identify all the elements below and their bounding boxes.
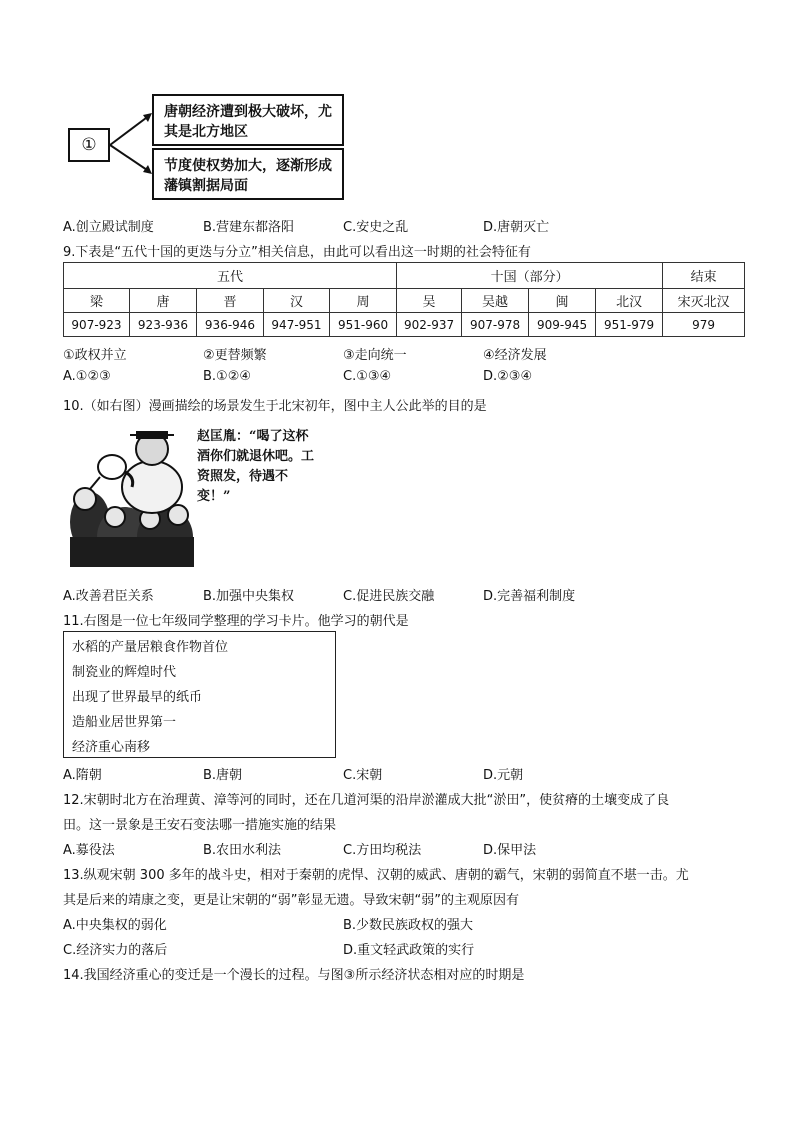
q8-option-a[interactable]: A.创立殿试制度 [63, 220, 154, 235]
table-cell-name: 梁 [64, 289, 130, 313]
five-dynasties-table [63, 262, 745, 337]
q14-stem: 14.我国经济重心的变迁是一个漫长的过程。与图③所示经济状态相对应的时期是 [63, 968, 525, 983]
cartoon-caption: 赵匡胤：“喝了这杯酒你们就退休吧。工资照发，待遇不变！” [197, 429, 315, 504]
q11-option-a[interactable]: A.隋朝 [63, 768, 102, 783]
q10-option-a[interactable]: A.改善君臣关系 [63, 589, 154, 604]
arrow-up-line [110, 115, 150, 145]
study-card-line: 出现了世界最早的纸币 [72, 690, 203, 705]
table-cell-years: 947-951 [264, 313, 330, 337]
table-cell-name: 周 [330, 289, 397, 313]
table-cell-years: 909-945 [529, 313, 596, 337]
table-cell-years: 923-936 [130, 313, 197, 337]
table-cell-name: 汉 [264, 289, 330, 313]
q9-item-1: ①政权并立 [63, 348, 127, 363]
q11-option-c[interactable]: C.宋朝 [343, 768, 383, 783]
study-card-line: 造船业居世界第一 [72, 715, 177, 730]
q8-option-b[interactable]: B.营建东都洛阳 [203, 220, 295, 235]
q10-option-c[interactable]: C.促进民族交融 [343, 589, 435, 604]
study-card [63, 631, 336, 758]
q9-option-d[interactable]: D.②③④ [483, 369, 533, 384]
arrow-down-head [143, 165, 152, 174]
q12-option-b[interactable]: B.农田水利法 [203, 843, 282, 858]
arrow-up-head [143, 113, 152, 122]
q12-stem-line-1: 12.宋朝时北方在治理黄、漳等河的同时，还在几道河渠的沿岸淤灌成大批“淤田”，使贫瘠的土壤变成了良 [63, 793, 670, 808]
q9-stem: 9.下表是“五代十国的更迭与分立”相关信息，由此可以看出这一时期的社会特征有 [63, 245, 531, 260]
study-card-line: 水稻的产量居粮食作物首位 [72, 640, 229, 655]
table-header-end: 结束 [663, 263, 745, 289]
table-cell-name: 北汉 [596, 289, 663, 313]
q10-option-b[interactable]: B.加强中央集权 [203, 589, 295, 604]
q9-option-b[interactable]: B.①②④ [203, 369, 252, 384]
q9-item-4: ④经济发展 [483, 348, 547, 363]
table-cell-name: 闽 [529, 289, 596, 313]
q9-item-3: ③走向统一 [343, 348, 407, 363]
q8-option-c[interactable]: C.安史之乱 [343, 220, 409, 235]
diagram-source-box [68, 128, 110, 162]
circle-number-label: ① [81, 135, 97, 155]
q13-option-a[interactable]: A.中央集权的弱化 [63, 918, 167, 933]
table-cell-name: 吴越 [462, 289, 529, 313]
q12-option-d[interactable]: D.保甲法 [483, 843, 537, 858]
q12-stem-line-2: 田。这一景象是王安石变法哪一措施实施的结果 [63, 818, 337, 833]
q12-option-c[interactable]: C.方田均税法 [343, 843, 422, 858]
q12-option-a[interactable]: A.募役法 [63, 843, 115, 858]
table-header-ten-kingdoms: 十国（部分） [397, 263, 663, 289]
q9-option-c[interactable]: C.①③④ [343, 369, 392, 384]
q13-option-d[interactable]: D.重文轻武政策的实行 [343, 943, 475, 958]
q10-option-d[interactable]: D.完善福利制度 [483, 589, 576, 604]
q11-option-d[interactable]: D.元朝 [483, 768, 524, 783]
q11-stem: 11.右图是一位七年级同学整理的学习卡片。他学习的朝代是 [63, 614, 409, 629]
study-card-line: 经济重心南移 [72, 740, 151, 755]
q13-option-b[interactable]: B.少数民族政权的强大 [343, 918, 474, 933]
table-cell-years: 907-923 [64, 313, 130, 337]
table-cell-name: 宋灭北汉 [663, 289, 745, 313]
q9-item-2: ②更替频繁 [203, 348, 267, 363]
cartoon-emperor-illustration [70, 427, 194, 567]
table-cell-years: 951-960 [330, 313, 397, 337]
table-cell-name: 晋 [197, 289, 264, 313]
table-cell-years: 936-946 [197, 313, 264, 337]
table-header-five-dynasties: 五代 [64, 263, 397, 289]
table-cell-name: 唐 [130, 289, 197, 313]
table-cell-name: 吴 [397, 289, 462, 313]
q13-option-c[interactable]: C.经济实力的落后 [63, 943, 168, 958]
table-cell-years: 902-937 [397, 313, 462, 337]
table-cell-years: 951-979 [596, 313, 663, 337]
diagram-arrows [108, 100, 156, 200]
diagram-result-box-bottom: 节度使权势加大，逐渐形成藩镇割据局面 [152, 148, 344, 200]
q13-stem-line-2: 其是后来的靖康之变，更是让宋朝的“弱”彰显无遗。导致宋朝“弱”的主观原因有 [63, 893, 519, 908]
q8-option-d[interactable]: D.唐朝灭亡 [483, 220, 550, 235]
q11-option-b[interactable]: B.唐朝 [203, 768, 243, 783]
arrow-down-line [110, 145, 150, 172]
table-cell-years: 907-978 [462, 313, 529, 337]
table-cell-years: 979 [663, 313, 745, 337]
diagram-result-box-top: 唐朝经济遭到极大破坏，尤其是北方地区 [152, 94, 344, 146]
q13-stem-line-1: 13.纵观宋朝 300 多年的战斗史，相对于秦朝的虎悍、汉朝的威武、唐朝的霸气，宋朝的弱简直不堪一击。尤 [63, 868, 689, 883]
q9-option-a[interactable]: A.①②③ [63, 369, 111, 384]
study-card-line: 制瓷业的辉煌时代 [72, 665, 177, 680]
q10-stem: 10.（如右图）漫画描绘的场景发生于北宋初年，图中主人公此举的目的是 [63, 399, 487, 414]
